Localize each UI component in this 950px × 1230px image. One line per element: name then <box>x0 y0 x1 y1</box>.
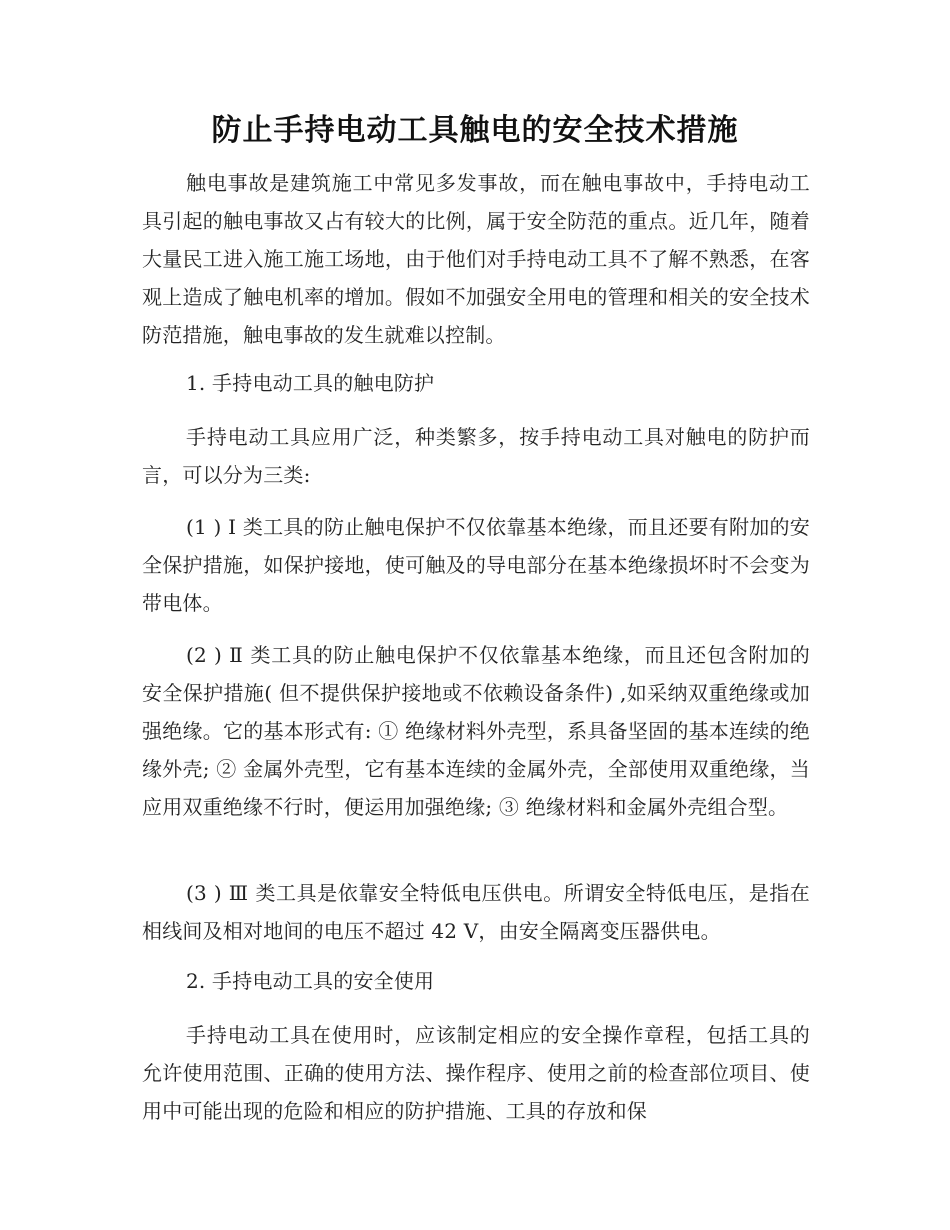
class-2-paragraph: (2 ) Ⅱ 类工具的防止触电保护不仅依靠基本绝缘，而且还包含附加的安全保护措施( 但不提供保护接地或不依赖设备条件) ,如采纳双重绝缘或加强绝缘。它的基本形式有: ① 绝缘材料外壳型，系具备坚固的基本连续的绝缘外壳; ② 金属外壳型，它有基本连续的金属外壳，全部使用双重绝缘，当应用双重绝缘不行时，便运用加强绝缘; ③ 绝缘材料和金属外壳组合型。 <box>142 643 810 819</box>
section-heading-1: 1. 手持电动工具的触电防护 <box>186 371 435 395</box>
class-1-paragraph: (1 ) Ⅰ 类工具的防止触电保护不仅依靠基本绝缘，而且还要有附加的安全保护措施，如保护接地，使可触及的导电部分在基本绝缘损坏时不会变为带电体。 <box>142 515 810 615</box>
classification-paragraph: 手持电动工具应用广泛，种类繁多，按手持电动工具对触电的防护而言，可以分为三类: <box>142 425 810 487</box>
class-3-paragraph: (3 ) Ⅲ 类工具是依靠安全特低电压供电。所谓安全特低电压，是指在相线间及相对地间的电压不超过 42 V，由安全隔离变压器供电。 <box>142 881 810 943</box>
safe-use-paragraph: 手持电动工具在使用时，应该制定相应的安全操作章程，包括工具的允许使用范围、正确的使用方法、操作程序、使用之前的检查部位项目、使用中可能出现的危险和相应的防护措施、工具的存放和保 <box>142 1023 810 1123</box>
document-title: 防止手持电动工具触电的安全技术措施 <box>211 113 739 148</box>
intro-paragraph: 触电事故是建筑施工中常见多发事故，而在触电事故中，手持电动工具引起的触电事故又占有较大的比例，属于安全防范的重点。近几年，随着大量民工进入施工施工场地，由于他们对手持电动工具不了解不熟悉，在客观上造成了触电机率的增加。假如不加强安全用电的管理和相关的安全技术防范措施，触电事故的发生就难以控制。 <box>142 171 810 347</box>
section-heading-2: 2. 手持电动工具的安全使用 <box>186 969 435 993</box>
